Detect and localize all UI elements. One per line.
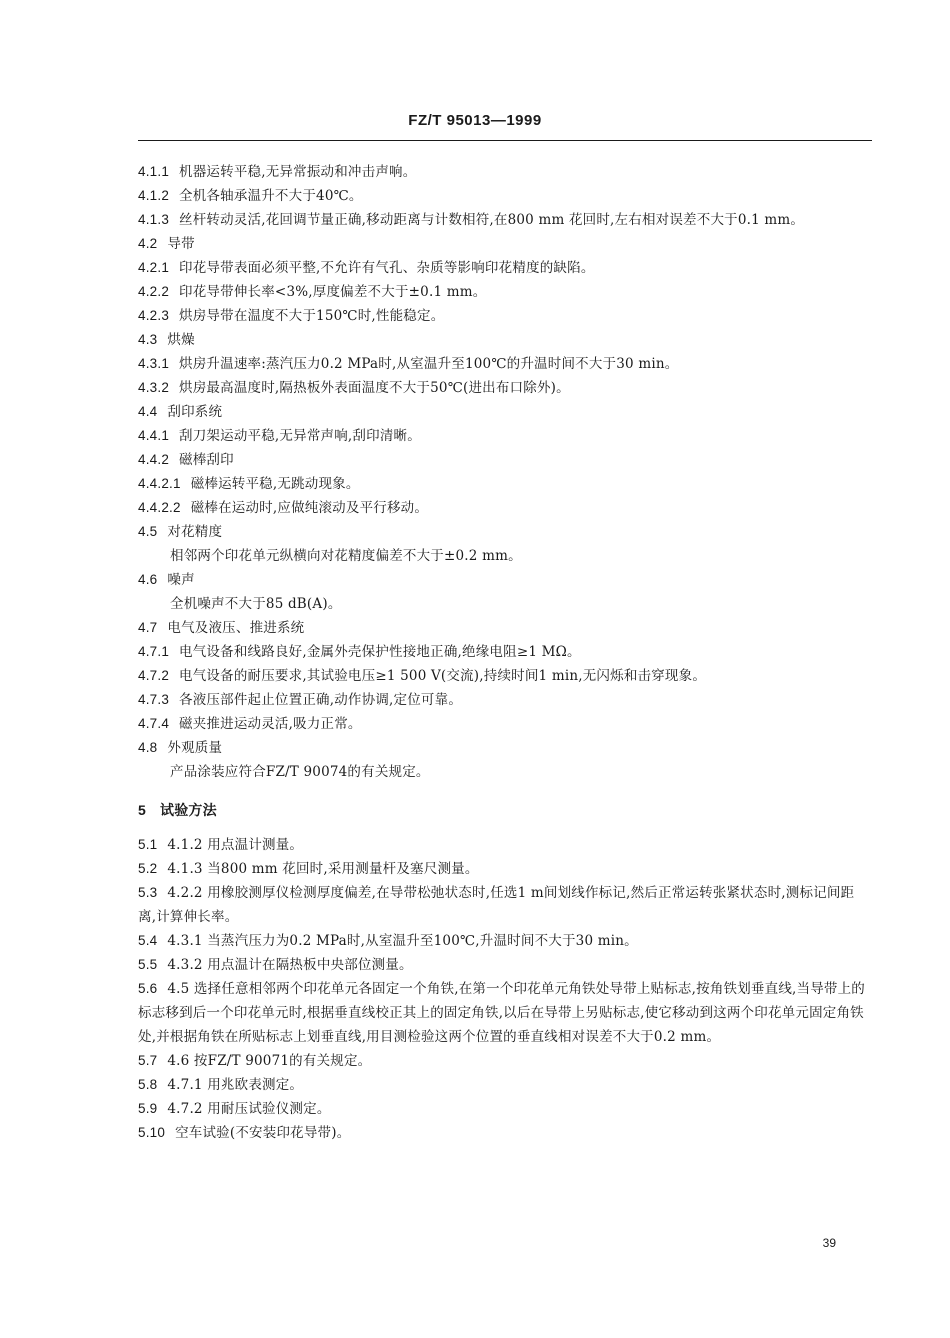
clause-text: 烘燥: [167, 332, 195, 348]
clause-paragraph: [138, 304, 872, 328]
clause-number: 5.3: [138, 885, 158, 900]
clause-number: 4.7.3: [138, 692, 170, 707]
clause-text: 噪声: [167, 572, 195, 588]
clause-paragraph: [138, 592, 872, 616]
clause-number: 4.2.1: [138, 260, 170, 275]
clause-text: 产品涂装应符合FZ/T 90074的有关规定。: [170, 764, 430, 780]
clause-paragraph: [138, 929, 872, 953]
clause-number: 4.4.2: [138, 452, 170, 467]
clause-paragraph: [138, 833, 872, 857]
clause-text: 4.1.3 当800 mm 花回时,采用测量杆及塞尺测量。: [167, 861, 479, 877]
clause-text: 各液压部件起止位置正确,动作协调,定位可靠。: [179, 692, 463, 708]
clause-paragraph: [138, 1049, 872, 1073]
clause-number: 5.6: [138, 981, 158, 996]
clause-paragraph: [138, 184, 872, 208]
document-code-header: FZ/T 95013—1999: [408, 112, 542, 129]
clause-number: 4.2.3: [138, 308, 170, 323]
clause-paragraph: [138, 1121, 872, 1145]
clause-number: 5.10: [138, 1125, 166, 1140]
clause-paragraph: [138, 376, 872, 400]
clause-text: 印花导带表面必须平整,不允许有气孔、杂质等影响印花精度的缺陷。: [179, 260, 595, 276]
clause-paragraph: [138, 352, 872, 376]
clause-number: 5: [138, 802, 146, 818]
clause-number: 4.1.3: [138, 212, 170, 227]
clause-number: 4.3.2: [138, 380, 170, 395]
clause-text: 4.2.2 用橡胶测厚仪检测厚度偏差,在导带松弛状态时,任选1 m间划线作标记,然后正常运转张紧状态时,测标记间距离,计算伸长率。: [138, 885, 855, 925]
clause-number: 4.7.1: [138, 644, 170, 659]
clause-number: 4.2.2: [138, 284, 170, 299]
clause-text: 磁夹推进运动灵活,吸力正常。: [179, 716, 362, 732]
clause-paragraph: [138, 1097, 872, 1121]
clause-text: 外观质量: [167, 740, 223, 756]
clause-text: 电气及液压、推进系统: [167, 620, 305, 636]
clause-paragraph: [138, 664, 872, 688]
clause-text: 印花导带伸长率<3%,厚度偏差不大于±0.1 mm。: [179, 284, 487, 300]
clause-number: 4.7: [138, 620, 158, 635]
clause-paragraph: [138, 208, 872, 232]
clause-text: 4.5 选择任意相邻两个印花单元各固定一个角铁,在第一个印花单元角铁处导带上贴标志,按角铁划垂直线,当导带上的标志移到后一个印花单元时,根据垂直线校正其上的固定角铁,以后在导带上另贴标志,使它移动到这两个印花单元固定角铁处,并根据角铁在所贴标志上划垂直线,用目测检验这两个位置的垂直线相对误差不大于0.2 mm。: [138, 981, 866, 1045]
clause-number: 4.4.2.1: [138, 476, 181, 491]
clause-number: 4.8: [138, 740, 158, 755]
clause-paragraph: [138, 280, 872, 304]
clause-text: 对花精度: [167, 524, 223, 540]
clause-number: 4.6: [138, 572, 158, 587]
clause-number: 4.3: [138, 332, 158, 347]
clause-text: 烘房升温速率:蒸汽压力0.2 MPa时,从室温升至100℃的升温时间不大于30 min。: [179, 356, 679, 372]
clause-paragraph: [138, 472, 872, 496]
section-heading: [138, 798, 872, 823]
clause-number: 4.5: [138, 524, 158, 539]
clause-text: 4.1.2 用点温计测量。: [167, 837, 304, 853]
clause-text: 刮印系统: [167, 404, 223, 420]
clause-number: 5.8: [138, 1077, 158, 1092]
clause-number: 5.9: [138, 1101, 158, 1116]
clause-text: 全机各轴承温升不大于40℃。: [179, 188, 363, 204]
page-number: 39: [822, 1236, 836, 1250]
clause-paragraph: [138, 688, 872, 712]
clause-text: 磁棒刮印: [179, 452, 234, 468]
clause-number: 5.2: [138, 861, 158, 876]
clause-number: 4.3.1: [138, 356, 170, 371]
clause-text: 4.3.1 当蒸汽压力为0.2 MPa时,从室温升至100℃,升温时间不大于30 min。: [167, 933, 638, 949]
clause-text: 丝杆转动灵活,花回调节量正确,移动距离与计数相符,在800 mm 花回时,左右相对误差不大于0.1 mm。: [179, 212, 805, 228]
clause-paragraph: [138, 424, 872, 448]
clause-number: 4.4: [138, 404, 158, 419]
clause-number: 5.5: [138, 957, 158, 972]
clause-text: 空车试验(不安装印花导带)。: [175, 1125, 351, 1141]
clause-text: 试验方法: [160, 803, 217, 819]
clause-number: 5.7: [138, 1053, 158, 1068]
clause-paragraph: [138, 232, 872, 256]
clause-number: 4.1.1: [138, 164, 170, 179]
clause-text: 烘房最高温度时,隔热板外表面温度不大于50℃(进出布口除外)。: [179, 380, 570, 396]
clause-paragraph: [138, 568, 872, 592]
clause-paragraph: [138, 953, 872, 977]
clause-number: 4.7.2: [138, 668, 170, 683]
clause-text: 磁棒运转平稳,无跳动现象。: [190, 476, 360, 492]
clause-text: 4.6 按FZ/T 90071的有关规定。: [167, 1053, 372, 1069]
clause-paragraph: [138, 640, 872, 664]
clause-paragraph: [138, 520, 872, 544]
clause-paragraph: [138, 328, 872, 352]
clause-paragraph: [138, 736, 872, 760]
clause-number: 4.1.2: [138, 188, 170, 203]
clause-paragraph: [138, 881, 872, 929]
clause-paragraph: [138, 977, 872, 1049]
clause-text: 导带: [167, 236, 195, 252]
clause-number: 4.2: [138, 236, 158, 251]
document-body: [138, 160, 872, 1145]
clause-text: 刮刀架运动平稳,无异常声响,刮印清晰。: [179, 428, 421, 444]
clause-paragraph: [138, 616, 872, 640]
clause-number: 4.4.1: [138, 428, 170, 443]
clause-paragraph: [138, 496, 872, 520]
clause-paragraph: [138, 448, 872, 472]
clause-text: 机器运转平稳,无异常振动和冲击声响。: [179, 164, 417, 180]
clause-text: 电气设备的耐压要求,其试验电压≥1 500 V(交流),持续时间1 min,无闪烁和击穿现象。: [179, 668, 707, 684]
clause-text: 4.7.2 用耐压试验仪测定。: [167, 1101, 331, 1117]
clause-paragraph: [138, 1073, 872, 1097]
clause-text: 全机噪声不大于85 dB(A)。: [170, 596, 342, 612]
clause-paragraph: [138, 400, 872, 424]
clause-paragraph: [138, 256, 872, 280]
clause-paragraph: [138, 712, 872, 736]
clause-text: 4.7.1 用兆欧表测定。: [167, 1077, 304, 1093]
clause-paragraph: [138, 544, 872, 568]
clause-text: 4.3.2 用点温计在隔热板中央部位测量。: [167, 957, 413, 973]
header-rule: [138, 140, 872, 141]
clause-number: 4.4.2.2: [138, 500, 181, 515]
clause-text: 磁棒在运动时,应做纯滚动及平行移动。: [190, 500, 429, 516]
clause-paragraph: [138, 857, 872, 881]
clause-text: 相邻两个印花单元纵横向对花精度偏差不大于±0.2 mm。: [170, 548, 522, 564]
clause-text: 电气设备和线路良好,金属外壳保护性接地正确,绝缘电阻≥1 MΩ。: [179, 644, 581, 660]
clause-paragraph: [138, 160, 872, 184]
clause-paragraph: [138, 760, 872, 784]
clause-number: 5.4: [138, 933, 158, 948]
clause-number: 5.1: [138, 837, 158, 852]
clause-number: 4.7.4: [138, 716, 170, 731]
clause-text: 烘房导带在温度不大于150℃时,性能稳定。: [179, 308, 445, 324]
